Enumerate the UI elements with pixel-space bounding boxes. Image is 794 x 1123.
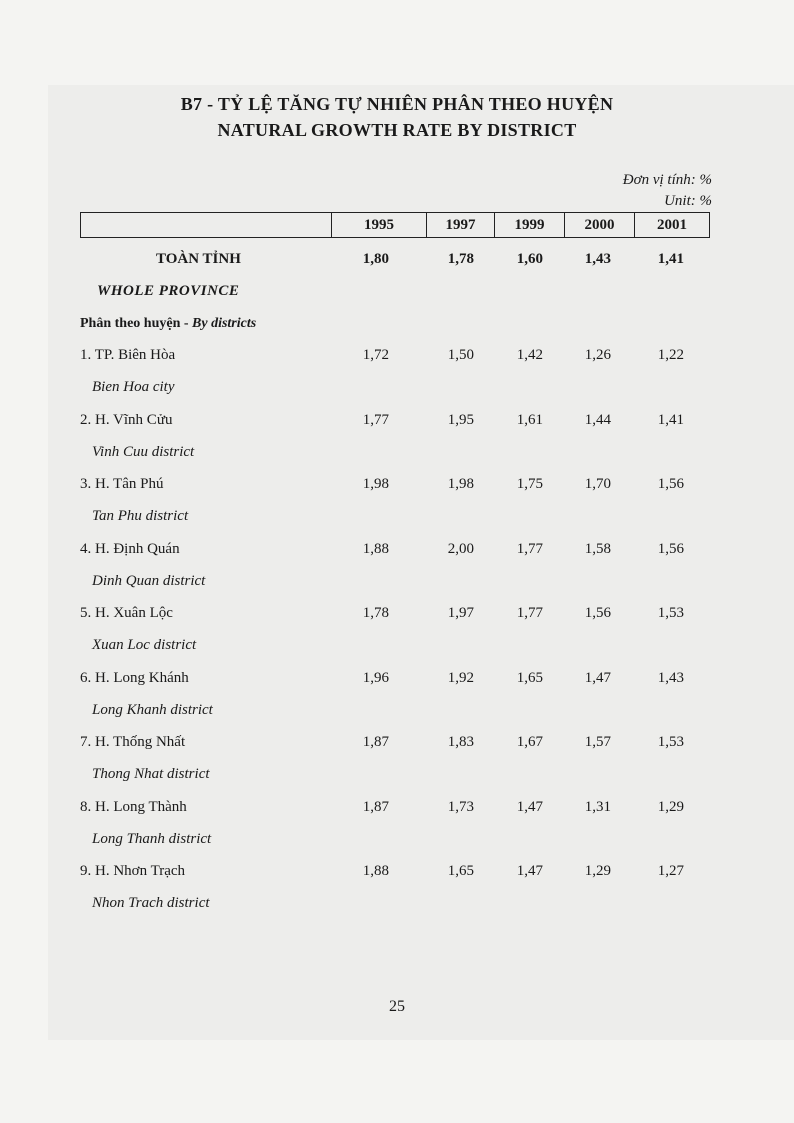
total-value: 1,60 — [516, 251, 543, 267]
district-label: 6. H. Long Khánh — [80, 670, 189, 686]
district-value: 2,00 — [447, 541, 474, 557]
total-value: 1,78 — [447, 251, 474, 267]
district-label: 2. H. Vĩnh Cửu — [80, 412, 173, 428]
district-value: 1,77 — [516, 605, 543, 621]
district-label-english: Nhon Trach district — [92, 895, 210, 911]
district-value: 1,44 — [584, 412, 611, 428]
district-value: 1,47 — [516, 799, 543, 815]
title-english: NATURAL GROWTH RATE BY DISTRICT — [217, 120, 577, 140]
district-label: 9. H. Nhơn Trạch — [80, 863, 186, 879]
district-value: 1,97 — [447, 605, 474, 621]
district-value: 1,53 — [657, 734, 684, 750]
district-value: 1,29 — [657, 799, 684, 815]
district-value: 1,53 — [657, 605, 684, 621]
district-label: 8. H. Long Thành — [80, 799, 187, 815]
district-value: 1,47 — [584, 670, 611, 686]
district-value: 1,58 — [584, 541, 611, 557]
district-value: 1,47 — [516, 863, 543, 879]
district-value: 1,22 — [657, 347, 684, 363]
district-value: 1,98 — [447, 476, 474, 492]
district-value: 1,72 — [362, 347, 389, 363]
year-header: 1995 — [331, 213, 426, 237]
year-header: 2001 — [634, 213, 709, 237]
district-value: 1,77 — [516, 541, 543, 557]
district-value: 1,87 — [362, 799, 389, 815]
district-value: 1,56 — [657, 541, 684, 557]
district-label-english: Dinh Quan district — [92, 573, 206, 589]
total-value: 1,41 — [657, 251, 684, 267]
district-value: 1,65 — [447, 863, 474, 879]
district-value: 1,87 — [362, 734, 389, 750]
total-value: 1,80 — [362, 251, 389, 267]
district-label: 1. TP. Biên Hòa — [80, 347, 176, 363]
district-label: 7. H. Thống Nhất — [80, 734, 186, 750]
district-label-english: Thong Nhat district — [92, 766, 210, 782]
district-value: 1,41 — [657, 412, 684, 428]
total-label-english: WHOLE PROVINCE — [97, 283, 240, 299]
district-value: 1,43 — [657, 670, 684, 686]
section-label-en: By districts — [192, 316, 257, 331]
section-heading — [80, 316, 256, 332]
district-value: 1,88 — [362, 541, 389, 557]
district-label-english: Vinh Cuu district — [92, 444, 195, 460]
district-value: 1,98 — [362, 476, 389, 492]
title-vietnamese: B7 - TỶ LỆ TĂNG TỰ NHIÊN PHÂN THEO HUYỆN — [180, 94, 614, 114]
district-value: 1,50 — [447, 347, 474, 363]
page-number: 25 — [389, 998, 405, 1015]
district-value: 1,78 — [362, 605, 389, 621]
district-value: 1,31 — [584, 799, 611, 815]
district-value: 1,57 — [584, 734, 611, 750]
district-label-english: Xuan Loc district — [92, 637, 197, 653]
district-value: 1,42 — [516, 347, 543, 363]
year-header: 1997 — [426, 213, 494, 237]
district-value: 1,96 — [362, 670, 389, 686]
district-label-english: Long Khanh district — [92, 702, 213, 718]
district-value: 1,92 — [447, 670, 474, 686]
total-value: 1,43 — [584, 251, 611, 267]
district-value: 1,88 — [362, 863, 389, 879]
district-value: 1,70 — [584, 476, 611, 492]
total-label: TOÀN TỈNH — [156, 251, 241, 267]
district-value: 1,27 — [657, 863, 684, 879]
section-label-vi: Phân theo huyện - — [80, 316, 193, 331]
district-value: 1,75 — [516, 476, 543, 492]
district-value: 1,83 — [447, 734, 474, 750]
district-value: 1,73 — [447, 799, 474, 815]
unit-english: Unit: % — [664, 193, 712, 209]
district-value: 1,26 — [584, 347, 611, 363]
district-value: 1,61 — [516, 412, 543, 428]
district-value: 1,29 — [584, 863, 611, 879]
district-value: 1,56 — [584, 605, 611, 621]
district-label-english: Tan Phu district — [92, 508, 189, 524]
table-header — [80, 212, 710, 238]
district-value: 1,56 — [657, 476, 684, 492]
unit-vietnamese: Đơn vị tính: % — [622, 172, 712, 188]
district-value: 1,77 — [362, 412, 389, 428]
district-label-english: Bien Hoa city — [92, 379, 175, 395]
district-value: 1,65 — [516, 670, 543, 686]
year-header: 1999 — [494, 213, 564, 237]
district-label: 5. H. Xuân Lộc — [80, 605, 173, 621]
district-label-english: Long Thanh district — [92, 831, 212, 847]
district-label: 4. H. Định Quán — [80, 541, 180, 557]
year-header: 2000 — [564, 213, 634, 237]
district-value: 1,95 — [447, 412, 474, 428]
district-value: 1,67 — [516, 734, 543, 750]
district-label: 3. H. Tân Phú — [80, 476, 164, 492]
